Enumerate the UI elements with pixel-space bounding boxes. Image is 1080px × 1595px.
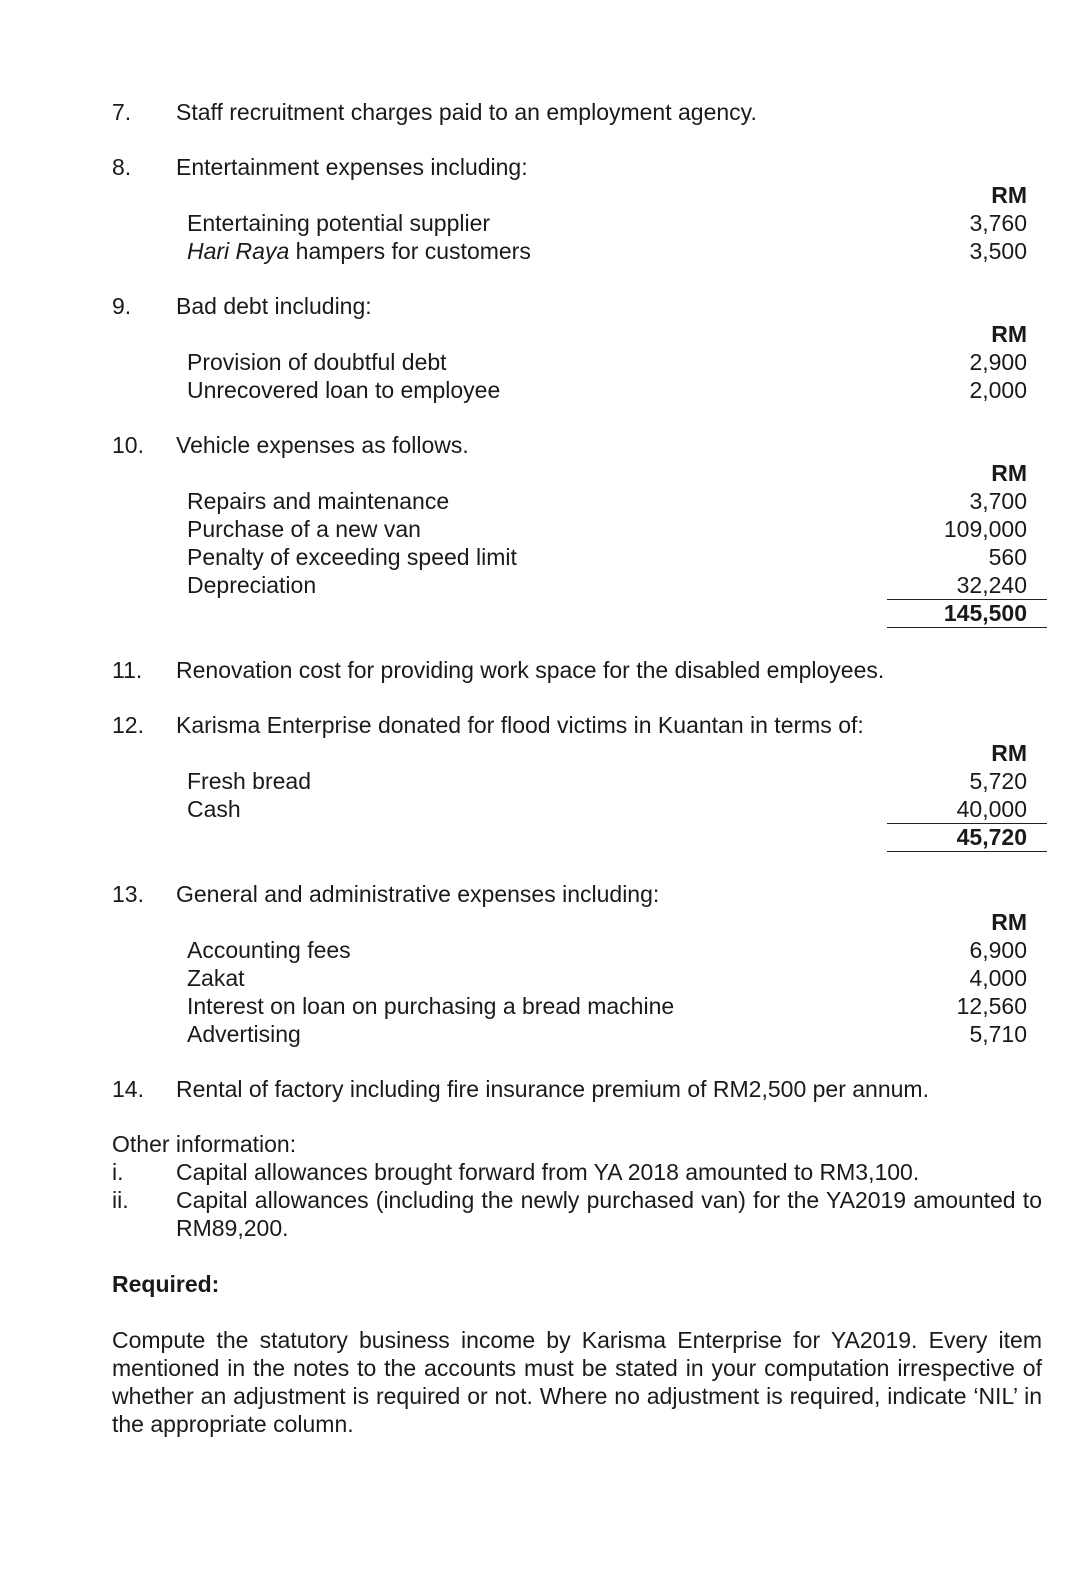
item-title: Renovation cost for providing work space for the disabled employees. — [176, 657, 885, 683]
table-row — [112, 543, 1047, 571]
table-row — [112, 767, 1047, 795]
row-label: Repairs and maintenance — [187, 488, 450, 514]
item-title: Staff recruitment charges paid to an employment agency. — [176, 99, 757, 125]
item-title: Vehicle expenses as follows. — [176, 432, 469, 458]
table-row — [112, 376, 1047, 404]
row-label: Provision of doubtful debt — [187, 349, 447, 375]
item-number: 11. — [112, 657, 143, 683]
required-heading: Required: — [112, 1271, 220, 1297]
table-row — [112, 795, 1047, 823]
item-number: 9. — [112, 293, 132, 319]
item-number: 7. — [112, 99, 132, 125]
row-amount: 109,000 — [943, 516, 1027, 542]
row-label: Advertising — [187, 1021, 301, 1047]
total-amount: 45,720 — [956, 824, 1027, 850]
row-label: Fresh bread — [187, 768, 312, 794]
table-row — [112, 515, 1047, 543]
row-amount: 40,000 — [956, 796, 1027, 822]
other-information — [112, 1130, 1042, 1242]
row-label: Accounting fees — [187, 937, 351, 963]
row-amount: 3,700 — [969, 488, 1027, 514]
total-row — [112, 599, 1047, 627]
other-info-heading: Other information: — [112, 1131, 297, 1157]
table-row — [112, 936, 1047, 964]
row-label: Purchase of a new van — [187, 516, 421, 542]
row-label: Interest on loan on purchasing a bread machine — [187, 993, 675, 1019]
row-amount: 2,000 — [969, 377, 1027, 403]
amount-table — [112, 320, 1047, 404]
total-rule-bottom — [887, 851, 1047, 852]
list-item — [112, 1158, 1042, 1186]
total-rule-bottom — [887, 627, 1047, 628]
amount-table — [112, 739, 1047, 851]
currency-header: RM — [991, 740, 1027, 766]
item-number: 13. — [112, 881, 144, 907]
list-text: Capital allowances brought forward from YA 2018 amounted to RM3,100. — [176, 1159, 920, 1185]
row-amount: 4,000 — [969, 965, 1027, 991]
item-title: Karisma Enterprise donated for flood victims in Kuantan in terms of: — [176, 712, 864, 738]
row-label: Zakat — [187, 965, 245, 991]
row-amount: 12,560 — [956, 993, 1027, 1019]
row-label: Depreciation — [187, 572, 317, 598]
row-label: Hari Raya hampers for customers — [187, 238, 531, 264]
amount-table — [112, 908, 1047, 1048]
row-label: Entertaining potential supplier — [187, 210, 491, 236]
row-amount: 6,900 — [969, 937, 1027, 963]
table-row — [112, 964, 1047, 992]
list-marker: ii. — [112, 1187, 129, 1213]
item-number: 12. — [112, 712, 144, 738]
total-row — [112, 823, 1047, 851]
list-marker: i. — [112, 1159, 124, 1185]
item-number: 8. — [112, 154, 132, 180]
amount-table — [112, 181, 1047, 265]
row-label: Cash — [187, 796, 241, 822]
row-amount: 5,720 — [969, 768, 1027, 794]
table-row — [112, 992, 1047, 1020]
currency-header: RM — [991, 460, 1027, 486]
currency-header: RM — [991, 321, 1027, 347]
row-amount: 560 — [988, 544, 1027, 570]
table-row — [112, 571, 1047, 599]
item-title: General and administrative expenses including: — [176, 881, 660, 907]
currency-header: RM — [991, 182, 1027, 208]
item-number: 14. — [112, 1076, 144, 1102]
item-title: Bad debt including: — [176, 293, 372, 319]
list-text: Capital allowances (including the newly purchased van) for the YA2019 amounted to RM89,200. — [176, 1187, 1042, 1241]
table-row — [112, 348, 1047, 376]
currency-header: RM — [991, 909, 1027, 935]
item-title: Entertainment expenses including: — [176, 154, 528, 180]
table-row — [112, 1020, 1047, 1048]
row-amount: 32,240 — [956, 572, 1027, 598]
list-item — [112, 1186, 1042, 1242]
row-amount: 3,500 — [969, 238, 1027, 264]
required-text: Compute the statutory business income by Karisma Enterprise for YA2019. Every item mentioned in the notes to the accounts must be stated in your computation irrespective of whether an adjustment is required or not. Where no adjustment is required, indicate ‘NIL’ in the appropriate column. — [112, 1327, 1042, 1437]
row-label: Unrecovered loan to employee — [187, 377, 501, 403]
row-label: Penalty of exceeding speed limit — [187, 544, 517, 570]
row-amount: 3,760 — [969, 210, 1027, 236]
row-amount: 5,710 — [969, 1021, 1027, 1047]
table-row — [112, 209, 1047, 237]
total-amount: 145,500 — [943, 600, 1027, 626]
item-number: 10. — [112, 432, 144, 458]
amount-table — [112, 459, 1047, 627]
table-row — [112, 237, 1047, 265]
table-row — [112, 487, 1047, 515]
item-title: Rental of factory including fire insurance premium of RM2,500 per annum. — [176, 1076, 929, 1102]
row-amount: 2,900 — [969, 349, 1027, 375]
